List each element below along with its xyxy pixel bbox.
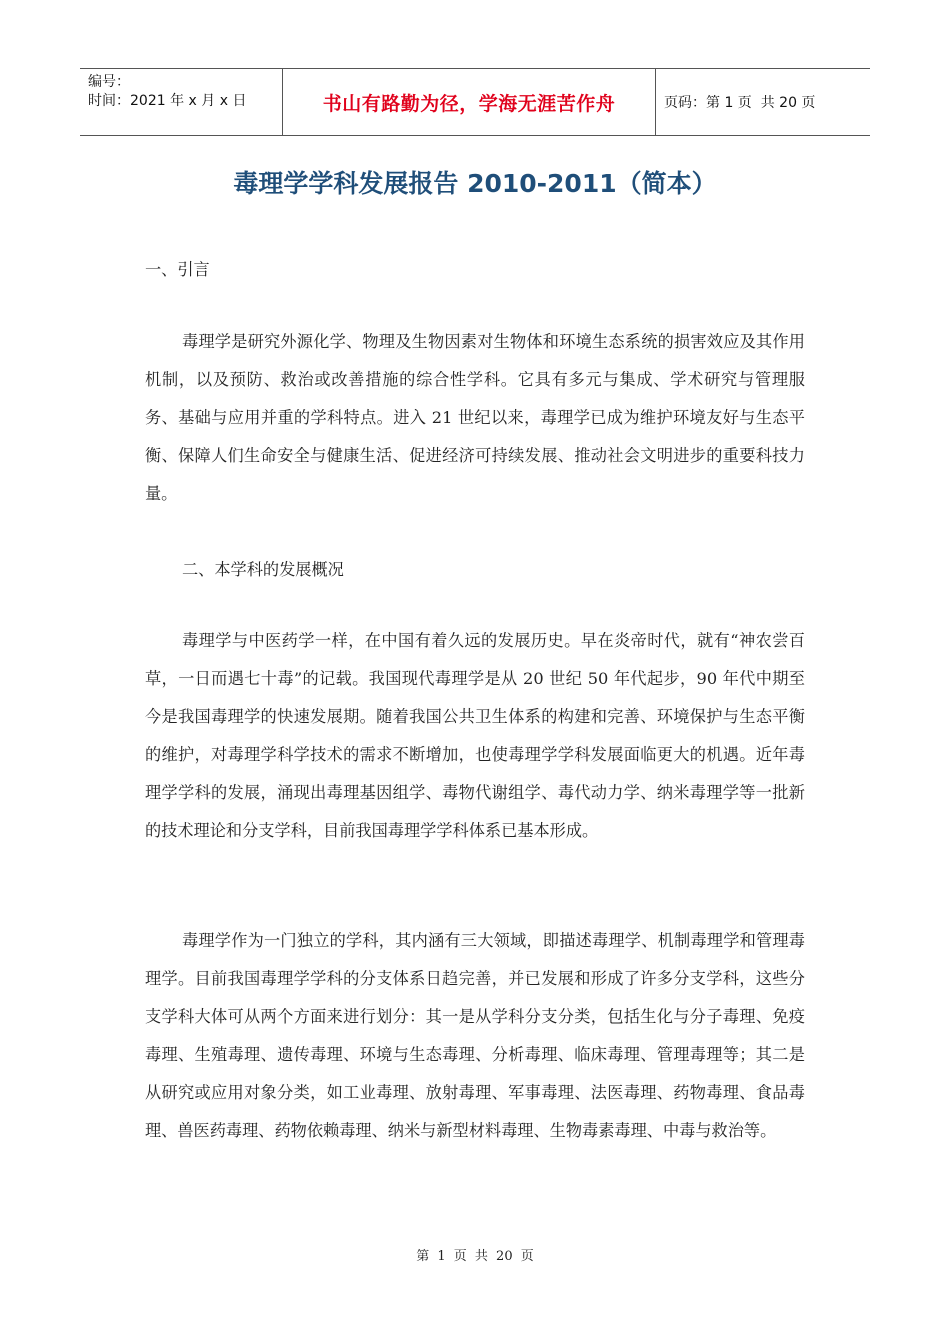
header-motto-cell <box>282 69 656 135</box>
header-page-cell <box>656 69 870 135</box>
motto-text: 书山有路勤为径，学海无涯苦作舟 <box>322 92 616 115</box>
paragraph-2: 毒理学与中医药学一样，在中国有着久远的发展历史。早在炎帝时代，就有“神农尝百草，一日而遇七十毒”的记载。我国现代毒理学是从 20 世纪 50 年代起步，90 年代中期至今是我国毒理学的快速发展期。随着我国公共卫生体系的构建和完善、环境保护与生态平衡的维护，对毒理学科学技术的需求不断增加，也使毒理学学科发展面临更大的机遇。近年毒理学学科的发展，涌现出毒理基因组学、毒物代谢组学、毒代动力学、纳米毒理学等一批新的技术理论和分支学科，目前我国毒理学学科体系已基本形成。 <box>145 631 805 840</box>
paragraph-3-block <box>145 922 805 1150</box>
number-label: 编号： <box>88 74 130 90</box>
header-table <box>80 68 870 136</box>
paragraph-2-block <box>145 622 805 850</box>
header-meta-cell <box>80 69 282 135</box>
paragraph-1-block <box>145 323 805 513</box>
paragraph-1: 毒理学是研究外源化学、物理及生物因素对生物体和环境生态系统的损害效应及其作用机制，以及预防、救治或改善措施的综合性学科。它具有多元与集成、学术研究与管理服务、基础与应用并重的学科特点。进入 21 世纪以来，毒理学已成为维护环境友好与生态平衡、保障人们生命安全与健康生活、促进经济可持续发展、推动社会文明进步的重要科技力量。 <box>145 332 805 503</box>
paragraph-3: 毒理学作为一门独立的学科，其内涵有三大领域，即描述毒理学、机制毒理学和管理毒理学。目前我国毒理学学科的分支体系日趋完善，并已发展和形成了许多分支学科，这些分支学科大体可从两个方面来进行划分：其一是从学科分支分类，包括生化与分子毒理、免疫毒理、生殖毒理、遗传毒理、环境与生态毒理、分析毒理、临床毒理、管理毒理等；其二是从研究或应用对象分类，如工业毒理、放射毒理、军事毒理、法医毒理、药物毒理、食品毒理、兽医药毒理、药物依赖毒理、纳米与新型材料毒理、生物毒素毒理、中毒与救治等。 <box>145 931 805 1140</box>
section1-heading: 一、引言 <box>145 260 210 279</box>
document-title: 毒理学学科发展报告 2010-2011（简本） <box>233 169 717 198</box>
page-footer: 第 1 页 共 20 页 <box>416 1249 534 1264</box>
time-label: 时间：2021 年 x 月 x 日 <box>88 93 247 109</box>
page-info: 页码：第 1 页 共 20 页 <box>664 95 816 111</box>
section2-heading: 二、本学科的发展概况 <box>182 560 344 579</box>
